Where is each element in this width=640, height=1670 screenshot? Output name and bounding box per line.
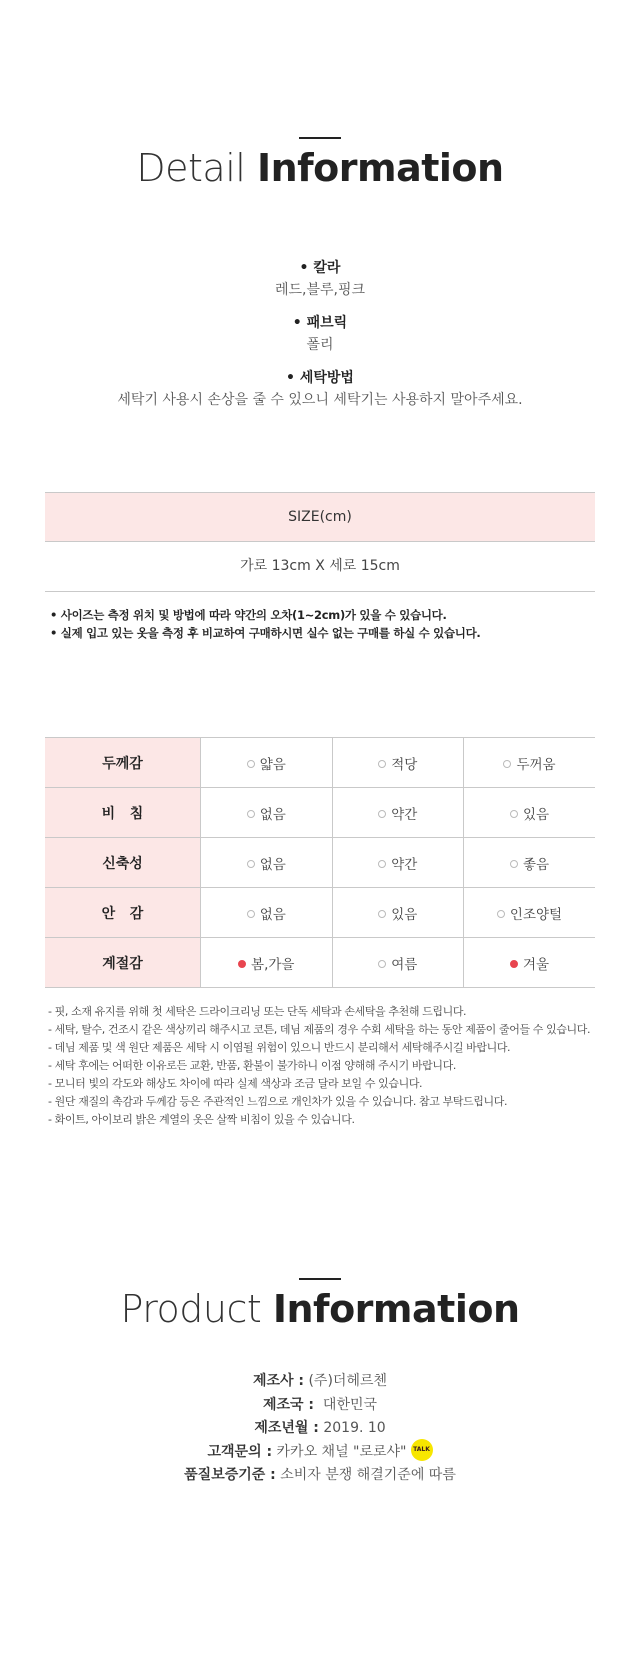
product-title [0,1287,640,1331]
product-row: 고객문의 : 카카오 채널 "로로샤" TALK [0,1441,640,1465]
radio-dot-icon [503,760,511,768]
size-header: SIZE(cm) [45,492,595,542]
attr-row-lining [45,888,595,938]
title-rule [299,1278,341,1280]
radio-dot-icon [510,860,518,868]
attr-option: 여름 [332,938,464,988]
attr-option: 얇음 [201,738,333,788]
detail-title [0,146,640,190]
radio-dot-icon [247,860,255,868]
attr-option: 인조양털 [464,888,596,938]
care-notes [48,1003,590,1129]
spec-fabric [0,312,640,354]
attribute-table [45,737,595,988]
size-notes [50,606,481,642]
product-row: 품질보증기준 : 소비자 분쟁 해결기준에 따름 [184,1467,456,1483]
product-title-light: Product [120,1287,262,1331]
detail-title-bold: Information [256,146,504,190]
attr-option: 없음 [201,838,333,888]
radio-dot-icon [247,760,255,768]
attr-option: 두꺼움 [464,738,596,788]
radio-dot-icon [378,960,386,968]
radio-dot-icon [510,960,518,968]
attr-option: 있음 [464,788,596,838]
attr-row-season [45,938,595,988]
size-value: 가로 13cm X 세로 15cm [45,542,595,592]
attr-option: 있음 [332,888,464,938]
size-table [45,492,595,592]
attr-option: 약간 [332,838,464,888]
care-note: - 모니터 빛의 각도와 해상도 차이에 따라 실제 색상과 조금 달라 보일 수 있습니다. [48,1075,590,1093]
attr-option: 봄,가을 [201,938,333,988]
attr-option: 좋음 [464,838,596,888]
spec-value: 레드,블루,핑크 [274,282,366,298]
attr-row-sheer [45,788,595,838]
attr-name: 신축성 [45,838,201,888]
care-note: - 데님 제품 및 색 원단 제품은 세탁 시 이염될 위험이 있으니 반드시 분리해서 세탁해주시길 바랍니다. [48,1039,590,1057]
product-row: 제조사 : (주)더헤르첸 [252,1373,388,1389]
radio-dot-icon [378,860,386,868]
radio-dot-icon [238,960,246,968]
size-note: • 사이즈는 측정 위치 및 방법에 따라 약간의 오차(1~2cm)가 있을 수 있습니다. [50,606,481,624]
size-note: • 실제 입고 있는 옷을 측정 후 비교하여 구매하시면 실수 없는 구매를 하실 수 있습니다. [50,624,481,642]
attr-name: 안 감 [45,888,201,938]
radio-dot-icon [378,760,386,768]
care-note: - 핏, 소재 유지를 위해 첫 세탁은 드라이크리닝 또는 단독 세탁과 손세탁을 추천해 드립니다. [48,1003,590,1021]
product-info [0,1370,640,1488]
attr-option: 적당 [332,738,464,788]
product-title-bold: Information [272,1287,520,1331]
attr-name: 두께감 [45,738,201,788]
care-note: - 화이트, 아이보리 밝은 계열의 옷은 살짝 비침이 있을 수 있습니다. [48,1111,590,1129]
attr-name: 계절감 [45,938,201,988]
spec-label: • 세탁방법 [0,367,640,387]
radio-dot-icon [497,910,505,918]
radio-dot-icon [378,810,386,818]
spec-color [0,257,640,299]
radio-dot-icon [247,910,255,918]
attr-option: 없음 [201,788,333,838]
care-note: - 세탁, 탈수, 건조시 같은 색상끼리 해주시고 코튼, 데님 제품의 경우 수회 세탁을 하는 동안 제품이 줄어들 수 있습니다. [48,1021,590,1039]
attr-option: 없음 [201,888,333,938]
spec-label: • 칼라 [0,257,640,277]
care-note: - 원단 재질의 촉감과 두께감 등은 주관적인 느낌으로 개인차가 있을 수 있습니다. 참고 부탁드립니다. [48,1093,590,1111]
spec-value: 폴리 [306,337,334,353]
spec-value: 세탁기 사용시 손상을 줄 수 있으니 세탁기는 사용하지 말아주세요. [117,392,523,408]
spec-label: • 패브릭 [0,312,640,332]
product-row: 제조년월 : 2019. 10 [254,1420,386,1436]
radio-dot-icon [378,910,386,918]
attr-row-thickness [45,738,595,788]
detail-title-light: Detail [136,146,246,190]
product-row: 제조국 : 대한민국 [262,1396,378,1413]
radio-dot-icon [510,810,518,818]
attr-option: 겨울 [464,938,596,988]
kakao-talk-icon[interactable]: TALK [411,1439,433,1461]
radio-dot-icon [247,810,255,818]
attr-option: 약간 [332,788,464,838]
title-rule [299,137,341,139]
care-note: - 세탁 후에는 어떠한 이유로든 교환, 반품, 환불이 불가하니 이점 양해해 주시기 바랍니다. [48,1057,590,1075]
attr-name: 비 침 [45,788,201,838]
spec-wash [0,367,640,409]
attr-row-stretch [45,838,595,888]
